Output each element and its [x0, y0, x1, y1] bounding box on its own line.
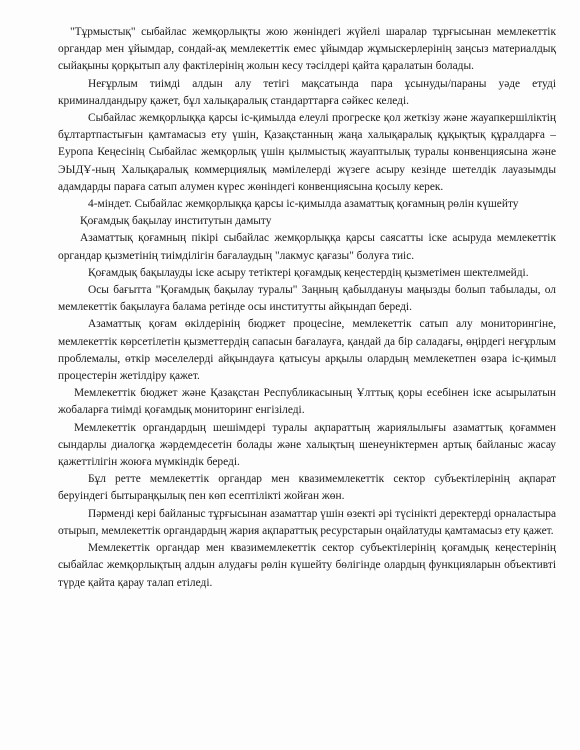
paragraph-feedback-resources: Пәрменді кері байланыс тұрғысынан азаматтар үшін өзекті әрі түсінікті деректерді орналастыра отырып, мемлекеттік органдардың жария ақпараттық ресурстарын оңайлатуды қамтамасыз ету қажет. [58, 507, 556, 537]
public-control-heading: Қоғамдық бақылау институтын дамыту [80, 215, 272, 228]
paragraph-public-councils: Қоғамдық бақылауды іске асыру тетіктері қоғамдық кеңестердің қызметімен шектелмейді. [88, 266, 529, 279]
paragraph-reporting-fragmentation: Бұл ретте мемлекеттік органдар мен квазимемлекеттік сектор субъектілерінің ақпарат беруіндегі бытыраңқылық пен көп есептілікті жойған жөн. [58, 473, 556, 503]
paragraph-public-control-law: Осы бағытта "Қоғамдық бақылау туралы" Заңның қабылдануы маңызды болып табылады, ол мемлекеттік бақылауға балама ретінде осы институтты айқындап береді. [58, 284, 556, 314]
paragraph-bribery-criminalization: Неғұрлым тиімді алдын алу тетігі мақсатында пара ұсынуды/параны уәде етуді криминалдандыру қажет, бұл халықаралық стандарттарға сәйкес келеді. [58, 77, 556, 107]
paragraph-international-conventions: Сыбайлас жемқорлыққа қарсы іс-қимылда елеулі прогреске қол жеткізу және жауапкершіліктің бұлтартпастығын қамтамасыз ету үшін, Қазақстанның жаңа халықаралық құқықтық құралдарға – Еуропа Кеңесінің Сыбайлас жемқорлық үшін қылмыстық жауаптылық туралы конвенциясына және ЭЫДҰ-ның Халықаралық коммерциялық мәмілелерді жүзеге асыру кезінде шетелдік лауазымды адамдарды параға сатып алумен күрес жөніндегі конвенциясына қосылу керек. [58, 112, 556, 193]
paragraph-decision-transparency: Мемлекеттік органдардың шешімдері туралы ақпараттың жариялылығы азаматтық қоғаммен сындарлы диалогқа жәрдемдесетін болады және халықтың шенеуніктермен артық байланыс жасау қажеттілігін жоюға мүмкіндік береді. [58, 421, 556, 469]
paragraph-household-corruption: "Тұрмыстық" сыбайлас жемқорлықты жою жөніндегі жүйелі шаралар тұрғысынан мемлекеттік органдар мен ұйымдар, сондай-ақ мемлекеттік емес ұйымдар жұмыскерлерінің заңсыз материалдық сыйақыны қорқытып алу фактілерінің жолын кесу тәсілдері қайта қаралатын болады. [58, 26, 556, 73]
document-body [58, 24, 556, 592]
paragraph-councils-functions: Мемлекеттік органдар мен квазимемлекеттік сектор субъектілерінің қоғамдық кеңестерінің сыбайлас жемқорлықтың алдын алудағы рөлін күшейту бөлігінде олардың функцияларын объективті түрде қайта қарау талап етіледі. [58, 542, 556, 589]
paragraph-budget-participation: Азаматтық қоғам өкілдерінің бюджет процесіне, мемлекеттік сатып алу мониторингіне, мемлекеттік көрсетілетін қызметтердің сапасын бағалауға, қандай да бір саладағы, өңірдегі неғұрлым проблемалы, өткір мәселелерді айқындауға қатысуы арқылы олардың мемлекетпен өзара іс-қимыл процестерін жетілдіру қажет. [58, 318, 556, 383]
task-4-heading: 4-міндет. Сыбайлас жемқорлыққа қарсы іс-қимылда азаматтық қоғамның рөлін күшейту [88, 198, 519, 211]
paragraph-budget-monitoring: Мемлекеттік бюджет және Қазақстан Республикасының Ұлттық қоры есебінен іске асырылатын жобаларға тиімді қоғамдық мониторинг енгізіледі. [58, 387, 556, 417]
paragraph-litmus-paper: Азаматтық қоғамның пікірі сыбайлас жемқорлыққа қарсы саясатты іске асыруда мемлекеттік органдар қызметінің тиімділігін бағалаудың "лакмус қағазы" болуға тиіс. [58, 232, 556, 262]
